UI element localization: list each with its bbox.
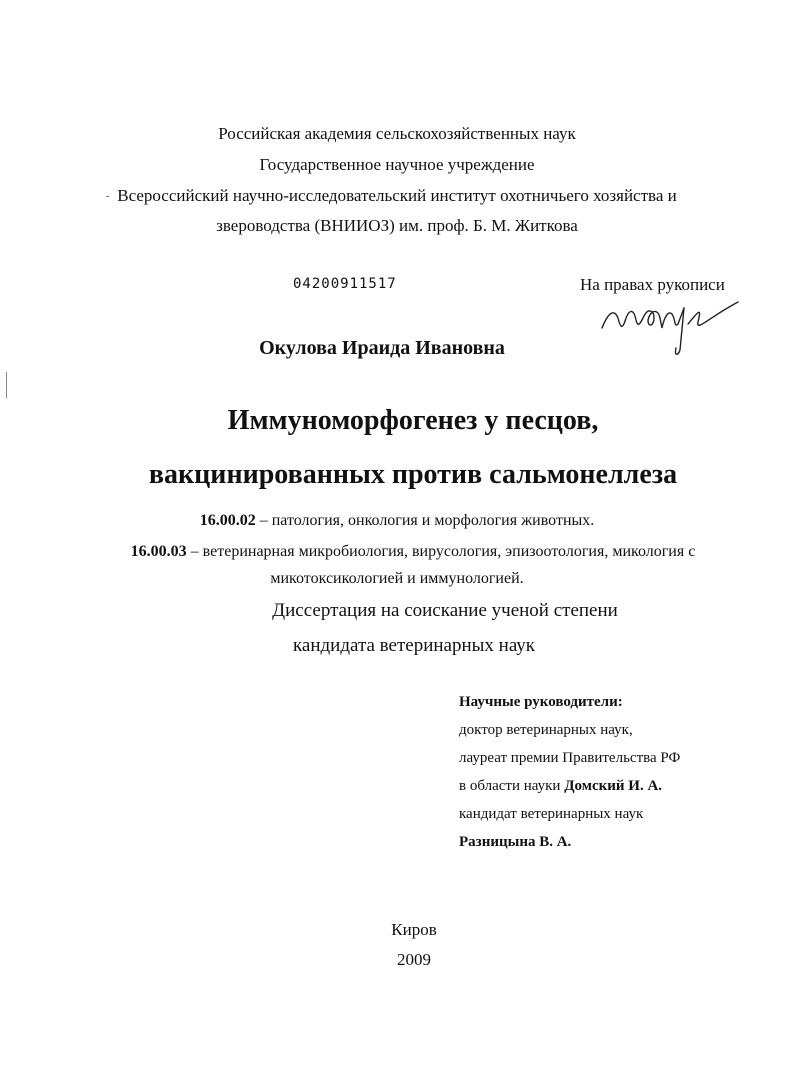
advisor-1-degree: доктор ветеринарных наук,	[459, 722, 633, 738]
advisor-1-name: Домский И. А.	[564, 778, 663, 794]
specialty-2-continuation: микотоксикологией и иммунологией.	[270, 570, 524, 587]
scan-edge-mark	[6, 372, 7, 398]
institution-name: Всероссийский научно-исследовательский институт охотничьего хозяйства и	[117, 186, 677, 205]
advisor-2-degree: кандидат ветеринарных наук	[459, 806, 644, 822]
institution-academy: Российская академия сельскохозяйственных наук	[218, 124, 576, 143]
specialty-2-code: 16.00.03	[130, 543, 187, 560]
institution-name-continued: звероводства (ВНИИОЗ) им. проф. Б. М. Житкова	[216, 216, 578, 235]
thesis-title-line2: вакцинированных против сальмонеллеза	[148, 459, 678, 490]
thesis-title-line1: Иммуноморфогенез у песцов,	[227, 405, 599, 436]
advisor-1-line	[459, 778, 662, 795]
degree-line2: кандидата ветеринарных наук	[292, 635, 536, 656]
institution-type: Государственное научное учреждение	[259, 155, 535, 174]
advisor-2-name: Разницына В. А.	[459, 834, 572, 850]
year: 2009	[397, 950, 431, 969]
advisor-1-field: в области науки	[459, 778, 565, 794]
manuscript-rights: На правах рукописи	[580, 275, 725, 294]
city: Киров	[391, 920, 437, 939]
specialty-1-text: – патология, онкология и морфология животных.	[255, 512, 595, 529]
advisor-1-award: лауреат премии Правительства РФ	[459, 750, 681, 766]
archive-number: 04200911517	[293, 276, 397, 292]
degree-line1: Диссертация на соискание ученой степени	[272, 600, 618, 621]
specialty-1-code: 16.00.02	[199, 512, 256, 529]
specialty-2-text: – ветеринарная микробиология, вирусология, эпизоотология, микология с	[186, 543, 696, 560]
author-name: Окулова Ираида Ивановна	[259, 337, 505, 359]
specialty-1	[0, 512, 794, 530]
advisors-heading: Научные руководители:	[459, 694, 623, 710]
specialty-2	[16, 543, 794, 561]
